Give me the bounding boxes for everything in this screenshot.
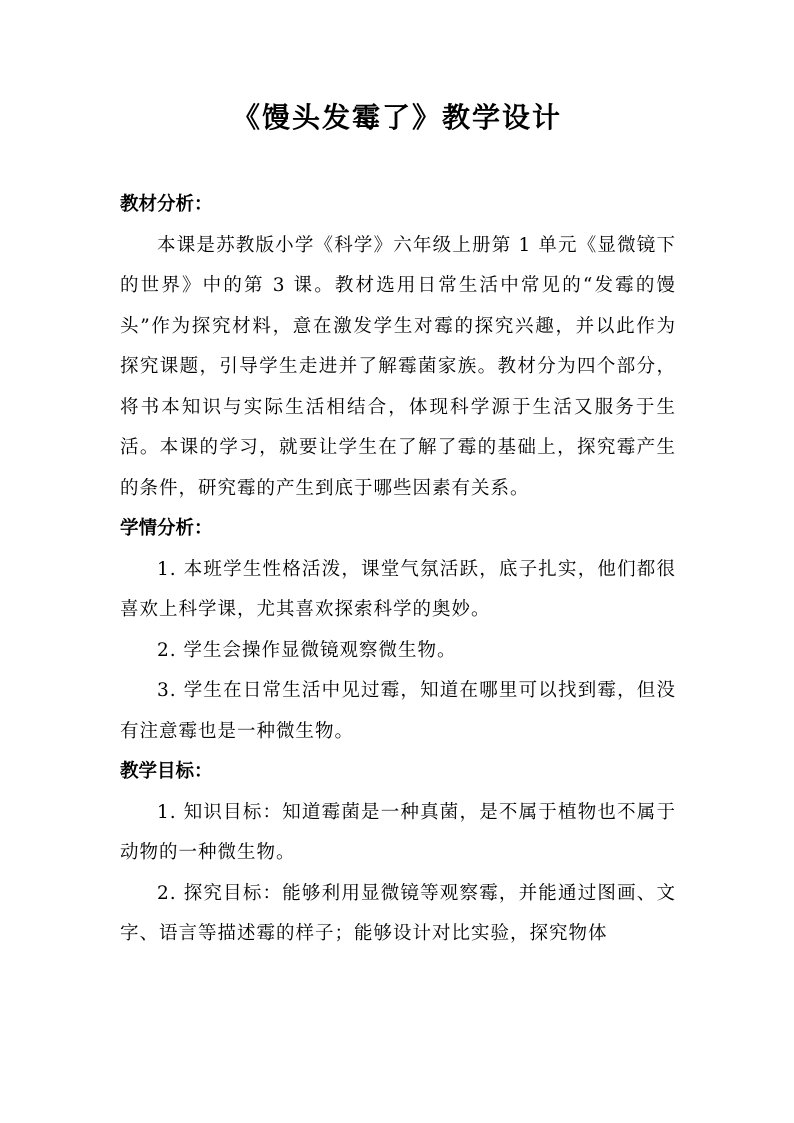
section-student-analysis — [120, 509, 676, 752]
paragraph: 2. 学生会操作显微镜观察微生物。 — [157, 639, 457, 661]
document-title: 《馒头发霉了》教学设计 — [231, 101, 562, 134]
section-teaching-goals — [120, 752, 676, 955]
section-textbook-analysis — [120, 185, 676, 509]
section-heading: 教材分析： — [120, 194, 213, 215]
paragraph: 1. 本班学生性格活泼，课堂气氛活跃，底子扎实，他们都很喜欢上科学课，尤其喜欢探索科学的奥妙。 — [120, 558, 676, 620]
section-heading: 教学目标： — [120, 761, 213, 782]
paragraph: 本课是苏教版小学《科学》六年级上册第 1 单元《显微镜下的世界》中的第 3 课。教材选用日常生活中常见的“发霉的馒头”作为探究材料，意在激发学生对霉的探究兴趣，并以此作为探究课题，引导学生走进并了解霉菌家族。教材分为四个部分，将书本知识与实际生活相结合，体现科学源于生活又服务于生活。本课的学习，就要让学生在了解了霉的基础上，探究霉产生的条件，研究霉的产生到底于哪些因素有关系。 — [120, 234, 676, 499]
paragraph: 2. 探究目标：能够利用显微镜等观察霉，并能通过图画、文字、语言等描述霉的样子；能够设计对比实验，探究物体 — [120, 882, 676, 944]
document-body — [120, 185, 676, 955]
section-heading: 学情分析： — [120, 518, 213, 539]
paragraph: 1. 知识目标：知道霉菌是一种真菌，是不属于植物也不属于动物的一种微生物。 — [120, 801, 676, 863]
paragraph: 3. 学生在日常生活中见过霉，知道在哪里可以找到霉，但没有注意霉也是一种微生物。 — [120, 680, 676, 742]
